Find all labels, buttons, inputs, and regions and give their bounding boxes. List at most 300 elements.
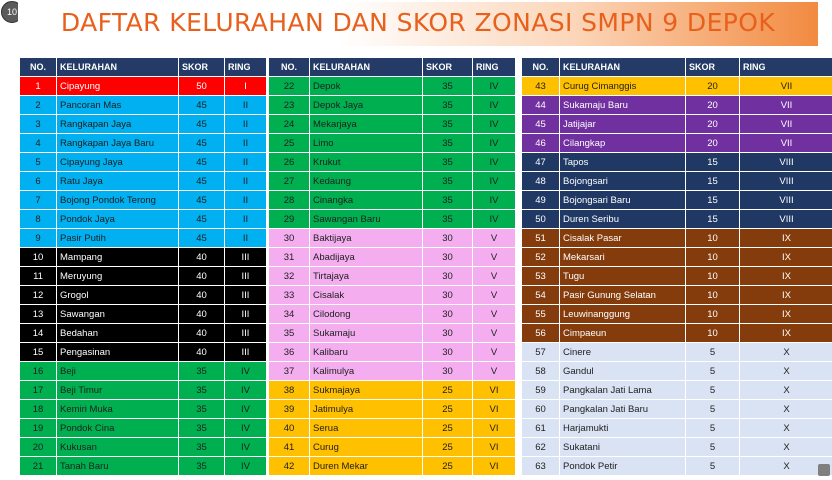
skor-value: 45	[179, 96, 225, 115]
ring-value: VI	[473, 457, 516, 476]
skor-value: 10	[686, 267, 740, 286]
skor-value: 30	[423, 343, 473, 362]
ring-value: V	[473, 248, 516, 267]
row-number: 40	[269, 419, 310, 438]
ring-value: II	[225, 210, 267, 229]
row-number: 32	[269, 267, 310, 286]
skor-value: 35	[179, 419, 225, 438]
skor-value: 35	[179, 400, 225, 419]
kelurahan-name: Bojongsari	[560, 172, 686, 191]
ring-value: IV	[225, 381, 267, 400]
header-kelurahan: KELURAHAN	[57, 58, 179, 77]
table-row	[20, 400, 267, 419]
kelurahan-name: Leuwinanggung	[560, 305, 686, 324]
kelurahan-name: Bojongsari Baru	[560, 191, 686, 210]
row-number: 23	[269, 96, 310, 115]
table-row	[269, 96, 516, 115]
skor-value: 30	[423, 267, 473, 286]
ring-value: X	[740, 381, 832, 400]
row-number: 27	[269, 172, 310, 191]
kelurahan-name: Pengasinan	[57, 343, 179, 362]
skor-value: 40	[179, 267, 225, 286]
row-number: 34	[269, 305, 310, 324]
slide-number-badge: 10	[1, 1, 23, 23]
row-number: 2	[20, 96, 57, 115]
table-header-row	[522, 58, 832, 77]
table-row	[20, 115, 267, 134]
kelurahan-name: Pangkalan Jati Baru	[560, 400, 686, 419]
table-row	[522, 400, 832, 419]
row-number: 16	[20, 362, 57, 381]
table-row	[20, 324, 267, 343]
skor-value: 20	[686, 134, 740, 153]
ring-value: III	[225, 248, 267, 267]
ring-value: VIII	[740, 191, 832, 210]
row-number: 13	[20, 305, 57, 324]
kelurahan-name: Cipayung	[57, 77, 179, 96]
table-row	[269, 343, 516, 362]
table-row	[269, 438, 516, 457]
row-number: 39	[269, 400, 310, 419]
skor-value: 35	[423, 172, 473, 191]
skor-value: 35	[179, 362, 225, 381]
table-column-3	[521, 57, 832, 476]
kelurahan-name: Pasir Gunung Selatan	[560, 286, 686, 305]
ring-value: X	[740, 438, 832, 457]
header-kelurahan: KELURAHAN	[310, 58, 423, 77]
ring-value: V	[473, 343, 516, 362]
table-row	[522, 172, 832, 191]
ring-value: IX	[740, 248, 832, 267]
row-number: 38	[269, 381, 310, 400]
kelurahan-name: Gandul	[560, 362, 686, 381]
table-row	[522, 229, 832, 248]
kelurahan-name: Tirtajaya	[310, 267, 423, 286]
skor-value: 15	[686, 210, 740, 229]
row-number: 19	[20, 419, 57, 438]
kelurahan-name: Depok Jaya	[310, 96, 423, 115]
header-ring: RING	[473, 58, 516, 77]
row-number: 30	[269, 229, 310, 248]
row-number: 7	[20, 191, 57, 210]
skor-value: 50	[179, 77, 225, 96]
row-number: 35	[269, 324, 310, 343]
kelurahan-name: Sukatani	[560, 438, 686, 457]
skor-value: 5	[686, 419, 740, 438]
table-row	[20, 191, 267, 210]
row-number: 21	[20, 457, 57, 476]
skor-value: 30	[423, 362, 473, 381]
table-row	[20, 419, 267, 438]
header-kelurahan: KELURAHAN	[560, 58, 686, 77]
skor-value: 5	[686, 438, 740, 457]
ring-value: IV	[473, 134, 516, 153]
kelurahan-name: Harjamukti	[560, 419, 686, 438]
skor-value: 15	[686, 172, 740, 191]
row-number: 51	[522, 229, 560, 248]
kelurahan-name: Pangkalan Jati Lama	[560, 381, 686, 400]
row-number: 57	[522, 343, 560, 362]
kelurahan-name: Serua	[310, 419, 423, 438]
kelurahan-name: Grogol	[57, 286, 179, 305]
ring-value: VI	[473, 381, 516, 400]
table-row	[522, 115, 832, 134]
table-header-row	[269, 58, 516, 77]
row-number: 6	[20, 172, 57, 191]
kelurahan-name: Cipayung Jaya	[57, 153, 179, 172]
row-number: 3	[20, 115, 57, 134]
kelurahan-name: Kukusan	[57, 438, 179, 457]
table-row	[20, 210, 267, 229]
kelurahan-name: Depok	[310, 77, 423, 96]
header-ring: RING	[740, 58, 832, 77]
skor-value: 5	[686, 343, 740, 362]
ring-value: IX	[740, 286, 832, 305]
ring-value: IV	[473, 153, 516, 172]
ring-value: III	[225, 324, 267, 343]
kelurahan-name: Tanah Baru	[57, 457, 179, 476]
row-number: 22	[269, 77, 310, 96]
table-row	[269, 134, 516, 153]
kelurahan-name: Baktijaya	[310, 229, 423, 248]
table-row	[522, 305, 832, 324]
row-number: 48	[522, 172, 560, 191]
table-row	[20, 438, 267, 457]
ring-value: II	[225, 134, 267, 153]
skor-value: 35	[423, 153, 473, 172]
skor-value: 30	[423, 324, 473, 343]
row-number: 54	[522, 286, 560, 305]
ring-value: V	[473, 286, 516, 305]
row-number: 42	[269, 457, 310, 476]
kelurahan-name: Bedahan	[57, 324, 179, 343]
table-row	[269, 191, 516, 210]
skor-value: 35	[423, 96, 473, 115]
skor-value: 40	[179, 286, 225, 305]
skor-value: 30	[423, 305, 473, 324]
skor-value: 25	[423, 419, 473, 438]
table-row	[522, 438, 832, 457]
skor-value: 30	[423, 248, 473, 267]
kelurahan-name: Jatijajar	[560, 115, 686, 134]
skor-value: 45	[179, 210, 225, 229]
ring-value: V	[473, 267, 516, 286]
skor-value: 35	[423, 134, 473, 153]
row-number: 53	[522, 267, 560, 286]
ring-value: V	[473, 324, 516, 343]
row-number: 37	[269, 362, 310, 381]
table-row	[522, 77, 832, 96]
skor-value: 35	[423, 210, 473, 229]
kelurahan-name: Ratu Jaya	[57, 172, 179, 191]
kelurahan-name: Cilangkap	[560, 134, 686, 153]
skor-value: 20	[686, 77, 740, 96]
table-row	[269, 229, 516, 248]
corner-scroll-indicator	[818, 464, 830, 476]
table-row	[20, 267, 267, 286]
row-number: 46	[522, 134, 560, 153]
skor-value: 20	[686, 96, 740, 115]
table-row	[20, 381, 267, 400]
table-row	[522, 267, 832, 286]
row-number: 58	[522, 362, 560, 381]
row-number: 28	[269, 191, 310, 210]
skor-value: 45	[179, 153, 225, 172]
table-row	[269, 419, 516, 438]
skor-value: 30	[423, 229, 473, 248]
ring-value: VII	[740, 96, 832, 115]
skor-value: 25	[423, 381, 473, 400]
row-number: 4	[20, 134, 57, 153]
skor-value: 40	[179, 324, 225, 343]
row-number: 62	[522, 438, 560, 457]
kelurahan-name: Curug Cimanggis	[560, 77, 686, 96]
ring-value: X	[740, 419, 832, 438]
skor-value: 5	[686, 362, 740, 381]
kelurahan-name: Kedaung	[310, 172, 423, 191]
ring-value: X	[740, 343, 832, 362]
table-row	[522, 457, 832, 476]
row-number: 25	[269, 134, 310, 153]
ring-value: X	[740, 457, 832, 476]
kelurahan-name: Pondok Jaya	[57, 210, 179, 229]
ring-value: IV	[225, 419, 267, 438]
row-number: 52	[522, 248, 560, 267]
skor-value: 5	[686, 457, 740, 476]
kelurahan-name: Cimpaeun	[560, 324, 686, 343]
skor-value: 25	[423, 457, 473, 476]
table-row	[20, 362, 267, 381]
ring-value: IV	[473, 77, 516, 96]
ring-value: II	[225, 96, 267, 115]
skor-value: 40	[179, 343, 225, 362]
skor-value: 40	[179, 248, 225, 267]
kelurahan-name: Bojong Pondok Terong	[57, 191, 179, 210]
kelurahan-name: Cinangka	[310, 191, 423, 210]
table-row	[269, 362, 516, 381]
row-number: 31	[269, 248, 310, 267]
row-number: 24	[269, 115, 310, 134]
row-number: 43	[522, 77, 560, 96]
table-row	[20, 248, 267, 267]
kelurahan-name: Cisalak	[310, 286, 423, 305]
table-row	[522, 134, 832, 153]
table-row	[269, 248, 516, 267]
row-number: 17	[20, 381, 57, 400]
table-row	[20, 172, 267, 191]
row-number: 14	[20, 324, 57, 343]
kelurahan-name: Pondok Petir	[560, 457, 686, 476]
kelurahan-name: Duren Seribu	[560, 210, 686, 229]
table-row	[20, 77, 267, 96]
kelurahan-name: Krukut	[310, 153, 423, 172]
skor-value: 45	[179, 191, 225, 210]
row-number: 49	[522, 191, 560, 210]
skor-value: 10	[686, 305, 740, 324]
skor-value: 45	[179, 134, 225, 153]
row-number: 50	[522, 210, 560, 229]
ring-value: II	[225, 229, 267, 248]
ring-value: IX	[740, 305, 832, 324]
row-number: 60	[522, 400, 560, 419]
kelurahan-name: Rangkapan Jaya Baru	[57, 134, 179, 153]
row-number: 8	[20, 210, 57, 229]
skor-value: 40	[179, 305, 225, 324]
table-row	[269, 210, 516, 229]
row-number: 61	[522, 419, 560, 438]
ring-value: VI	[473, 400, 516, 419]
kelurahan-name: Kemiri Muka	[57, 400, 179, 419]
kelurahan-name: Meruyung	[57, 267, 179, 286]
table-row	[522, 343, 832, 362]
table-row	[20, 153, 267, 172]
table-row	[522, 153, 832, 172]
skor-value: 35	[179, 381, 225, 400]
ring-value: X	[740, 400, 832, 419]
kelurahan-name: Curug	[310, 438, 423, 457]
table-column-1	[19, 57, 267, 476]
ring-value: III	[225, 305, 267, 324]
ring-value: IV	[225, 457, 267, 476]
table-header-row	[20, 58, 267, 77]
table-row	[269, 172, 516, 191]
table-row	[522, 362, 832, 381]
ring-value: II	[225, 115, 267, 134]
kelurahan-name: Tapos	[560, 153, 686, 172]
kelurahan-name: Pasir Putih	[57, 229, 179, 248]
table-row	[269, 115, 516, 134]
row-number: 12	[20, 286, 57, 305]
table-row	[522, 419, 832, 438]
kelurahan-name: Pancoran Mas	[57, 96, 179, 115]
skor-value: 10	[686, 286, 740, 305]
table-row	[522, 286, 832, 305]
kelurahan-name: Sawangan Baru	[310, 210, 423, 229]
ring-value: VI	[473, 438, 516, 457]
kelurahan-name: Sawangan	[57, 305, 179, 324]
ring-value: IX	[740, 324, 832, 343]
ring-value: II	[225, 153, 267, 172]
table-row	[522, 324, 832, 343]
row-number: 1	[20, 77, 57, 96]
kelurahan-name: Tugu	[560, 267, 686, 286]
header-skor: SKOR	[423, 58, 473, 77]
table-row	[269, 381, 516, 400]
row-number: 47	[522, 153, 560, 172]
kelurahan-name: Sukamaju Baru	[560, 96, 686, 115]
skor-value: 15	[686, 191, 740, 210]
kelurahan-name: Limo	[310, 134, 423, 153]
table-row	[522, 248, 832, 267]
ring-value: VII	[740, 115, 832, 134]
ring-value: V	[473, 362, 516, 381]
ring-value: VI	[473, 419, 516, 438]
kelurahan-name: Mampang	[57, 248, 179, 267]
kelurahan-name: Duren Mekar	[310, 457, 423, 476]
table-row	[20, 343, 267, 362]
table-row	[20, 286, 267, 305]
skor-value: 25	[423, 400, 473, 419]
ring-value: II	[225, 172, 267, 191]
table-row	[20, 134, 267, 153]
ring-value: IV	[225, 438, 267, 457]
ring-value: IV	[473, 172, 516, 191]
ring-value: IV	[473, 96, 516, 115]
row-number: 33	[269, 286, 310, 305]
row-number: 10	[20, 248, 57, 267]
kelurahan-name: Beji	[57, 362, 179, 381]
skor-value: 45	[179, 229, 225, 248]
table-row	[269, 267, 516, 286]
header-no: NO.	[20, 58, 57, 77]
table-row	[20, 305, 267, 324]
skor-value: 25	[423, 438, 473, 457]
row-number: 45	[522, 115, 560, 134]
skor-value: 35	[179, 457, 225, 476]
table-row	[522, 191, 832, 210]
kelurahan-name: Beji Timur	[57, 381, 179, 400]
kelurahan-name: Pondok Cina	[57, 419, 179, 438]
row-number: 5	[20, 153, 57, 172]
ring-value: III	[225, 343, 267, 362]
ring-value: IV	[473, 191, 516, 210]
skor-value: 15	[686, 153, 740, 172]
ring-value: VIII	[740, 172, 832, 191]
title-banner	[18, 2, 818, 46]
row-number: 56	[522, 324, 560, 343]
row-number: 59	[522, 381, 560, 400]
header-skor: SKOR	[179, 58, 225, 77]
kelurahan-name: Sukamaju	[310, 324, 423, 343]
skor-value: 35	[423, 191, 473, 210]
ring-value: V	[473, 305, 516, 324]
skor-value: 45	[179, 172, 225, 191]
row-number: 20	[20, 438, 57, 457]
table-row	[269, 324, 516, 343]
skor-value: 10	[686, 229, 740, 248]
row-number: 11	[20, 267, 57, 286]
kelurahan-name: Sukmajaya	[310, 381, 423, 400]
row-number: 9	[20, 229, 57, 248]
ring-value: III	[225, 286, 267, 305]
page-title: DAFTAR KELURAHAN DAN SKOR ZONASI SMPN 9 DEPOK	[60, 8, 776, 37]
row-number: 44	[522, 96, 560, 115]
kelurahan-name: Cisalak Pasar	[560, 229, 686, 248]
skor-value: 35	[423, 115, 473, 134]
ring-value: IV	[225, 362, 267, 381]
kelurahan-name: Cilodong	[310, 305, 423, 324]
skor-value: 5	[686, 381, 740, 400]
ring-value: II	[225, 191, 267, 210]
kelurahan-name: Abadijaya	[310, 248, 423, 267]
kelurahan-name: Jatimulya	[310, 400, 423, 419]
kelurahan-name: Mekarsari	[560, 248, 686, 267]
skor-value: 20	[686, 115, 740, 134]
header-skor: SKOR	[686, 58, 740, 77]
header-ring: RING	[225, 58, 267, 77]
kelurahan-name: Cinere	[560, 343, 686, 362]
kelurahan-name: Kalimulya	[310, 362, 423, 381]
skor-value: 35	[179, 438, 225, 457]
ring-value: III	[225, 267, 267, 286]
table-row	[269, 77, 516, 96]
ring-value: VIII	[740, 210, 832, 229]
row-number: 26	[269, 153, 310, 172]
table-row	[522, 381, 832, 400]
row-number: 15	[20, 343, 57, 362]
ring-value: V	[473, 229, 516, 248]
row-number: 63	[522, 457, 560, 476]
